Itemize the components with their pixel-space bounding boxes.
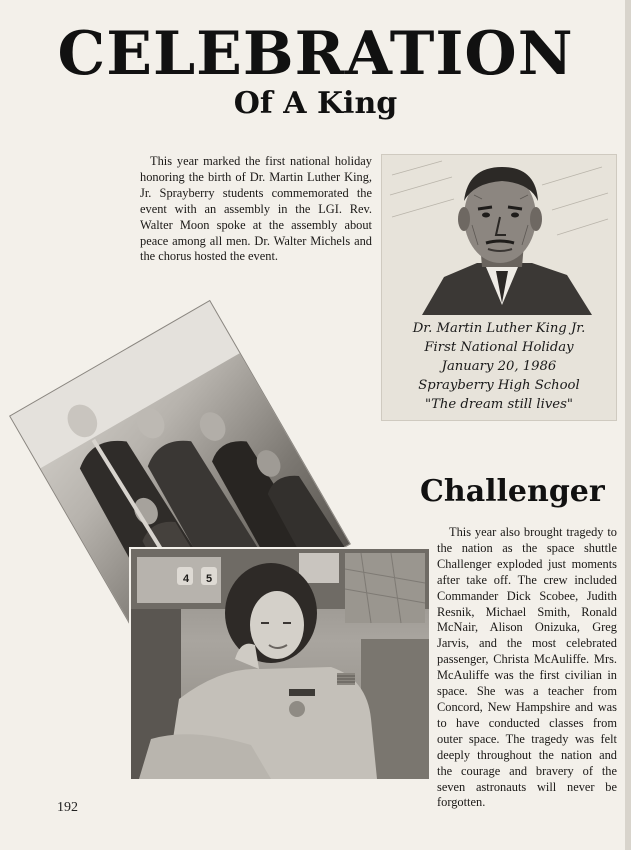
page-number: 192 [57,800,78,815]
caption-line-3: January 20, 1986 [441,359,557,374]
mlk-drawing [381,154,617,421]
page-title: CELEBRATION [57,19,574,89]
caption-line-5: "The dream still lives" [425,397,573,412]
challenger-heading: Challenger [420,474,605,509]
page-edge [625,0,631,850]
intro-paragraph: This year marked the first national holiday honoring the birth of Dr. Martin Luther King, Jr. Sprayberry students commemorated the event with an assembly in the LGI. Rev. Walter Moon spoke at the assembly about peace among all men. Dr. Walter Michels and the chorus hosted the event. [140,154,372,264]
caption-line-2: First National Holiday [424,340,574,355]
challenger-paragraph: This year also brought tragedy to the nation as the space shuttle Challenger exploded just moments after take off. The crew included Commander Dick Scobee, Judith Resnik, Michael Smith, Ronald McNair, Alison Onizuka, Greg Jarvis, and the most celebrated passenger, Christa McAuliffe. Mrs. McAuliffe was the first civilian in space. She was a teacher from Concord, New Hampshire and was to have conducted classes from outer space. The tragedy was felt deeply throughout the nation and the courage and bravery of the seven astronauts will never be forgotten. [437,525,617,810]
christa-mcauliffe-photo [129,547,431,781]
caption-line-1: Dr. Martin Luther King Jr. [412,321,586,336]
panel-label-4: 4 [183,573,190,585]
mlk-portrait-sketch [382,155,616,315]
christa-mcauliffe-figure [131,549,429,779]
caption-line-4: Sprayberry High School [418,378,580,393]
panel-label-5: 5 [206,573,213,585]
page-subtitle: Of A King [233,86,398,121]
